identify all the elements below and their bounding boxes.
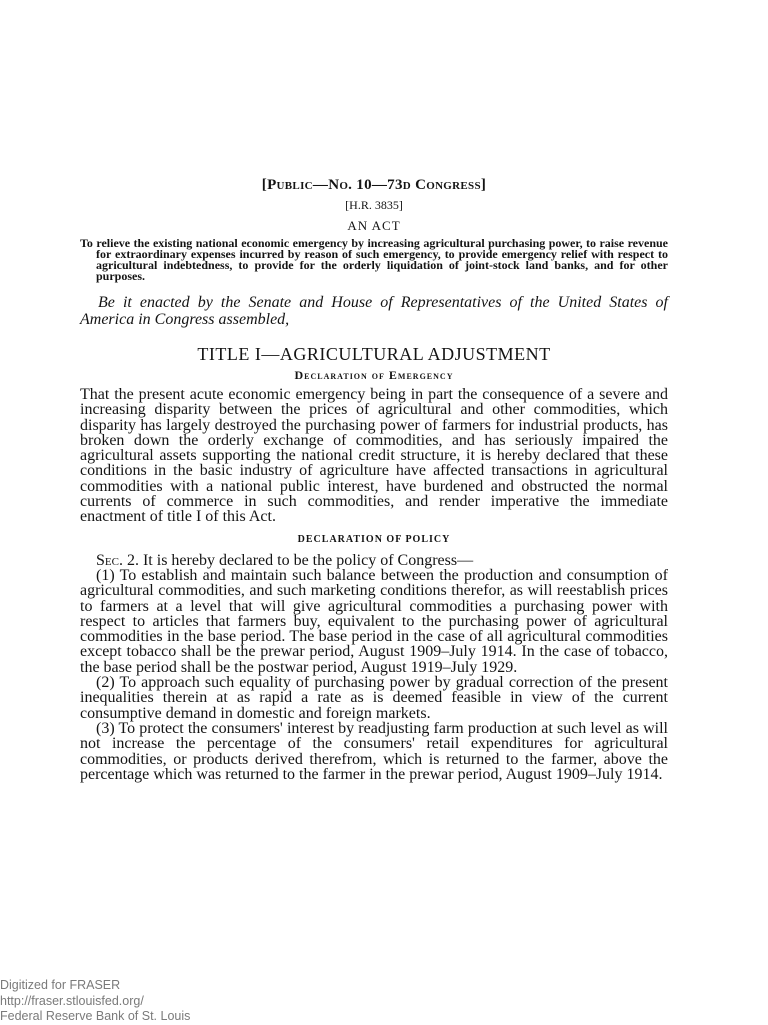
footer-url: http://fraser.stlouisfed.org/ <box>0 993 144 1008</box>
act-label: AN ACT <box>347 218 401 233</box>
law-header: [Public—No. 10—73d Congress] <box>261 177 487 193</box>
footer-digitized: Digitized for FRASER <box>0 978 121 992</box>
preamble: To relieve the existing national economic emergency by increasing agricultural purchasing power, to raise revenue for extraordinary expenses incurred by reason of such emergency, to provide emergency relief with respect to agricultural indebtedness, to provide for the orderly liquidation of joint-stock land banks, and for other purposes. <box>80 236 668 283</box>
emergency-paragraph: That the present acute economic emergency being in part the consequence of a severe and increasing disparity between the prices of agricultural and other commodities, which disparity has largely destroyed the purchasing power of farmers for industrial products, has broken down the orderly exchange of commodities, and has seriously impaired the agricultural assets supporting the national credit structure, it is hereby declared that these conditions in the basic industry of agriculture have affected transactions in agricultural commodities with a national public interest, have burdened and obstructed the normal currents of commerce in such commodities, and render imperative the immediate enactment of title I of this Act. <box>80 386 668 526</box>
section-label: Sec. 2. <box>96 551 139 569</box>
policy-heading: DECLARATION OF POLICY <box>297 533 451 545</box>
footer-institution: Federal Reserve Bank of St. Louis <box>0 1009 191 1023</box>
title-heading: TITLE I—AGRICULTURAL ADJUSTMENT <box>197 344 551 364</box>
bill-number: [H.R. 3835] <box>345 198 403 212</box>
policy-clause-3: (3) To protect the consumers' interest by readjusting farm production at such level as will not increase the percentage of the consumers' retail expenditures for agricultural commodities, or products derived therefrom, which is returned to the farmer, above the percentage which was returned to the farmer in the prewar period, August 1909–July 1914. <box>80 719 668 783</box>
section-2-intro-text: It is hereby declared to be the policy of Congress— <box>142 551 474 569</box>
policy-clause-1: (1) To establish and maintain such balance between the production and consumption of agricultural commodities, and such marketing conditions therefor, as will reestablish prices to farmers at a level that will give agricultural commodities a purchasing power with respect to articles that farmers buy, equivalent to the purchasing power of agricultural commodities in the base period. The base period in the case of all agricultural commodities except tobacco shall be the prewar period, August 1909–July 1914. In the case of tobacco, the base period shall be the postwar period, August 1919–July 1929. <box>80 566 668 676</box>
section-2-intro <box>80 553 668 568</box>
document-page <box>80 176 668 782</box>
fraser-footer <box>0 978 190 1025</box>
enacting-clause: Be it enacted by the Senate and House of Representatives of the United States of America in Congress assembled, <box>80 294 668 328</box>
section-2 <box>80 553 668 782</box>
emergency-heading: Declaration of Emergency <box>294 368 454 382</box>
policy-clause-2: (2) To approach such equality of purchasing power by gradual correction of the present inequalities therein at as rapid a rate as is deemed feasible in view of the current consumptive demand in domestic and foreign markets. <box>80 674 668 722</box>
